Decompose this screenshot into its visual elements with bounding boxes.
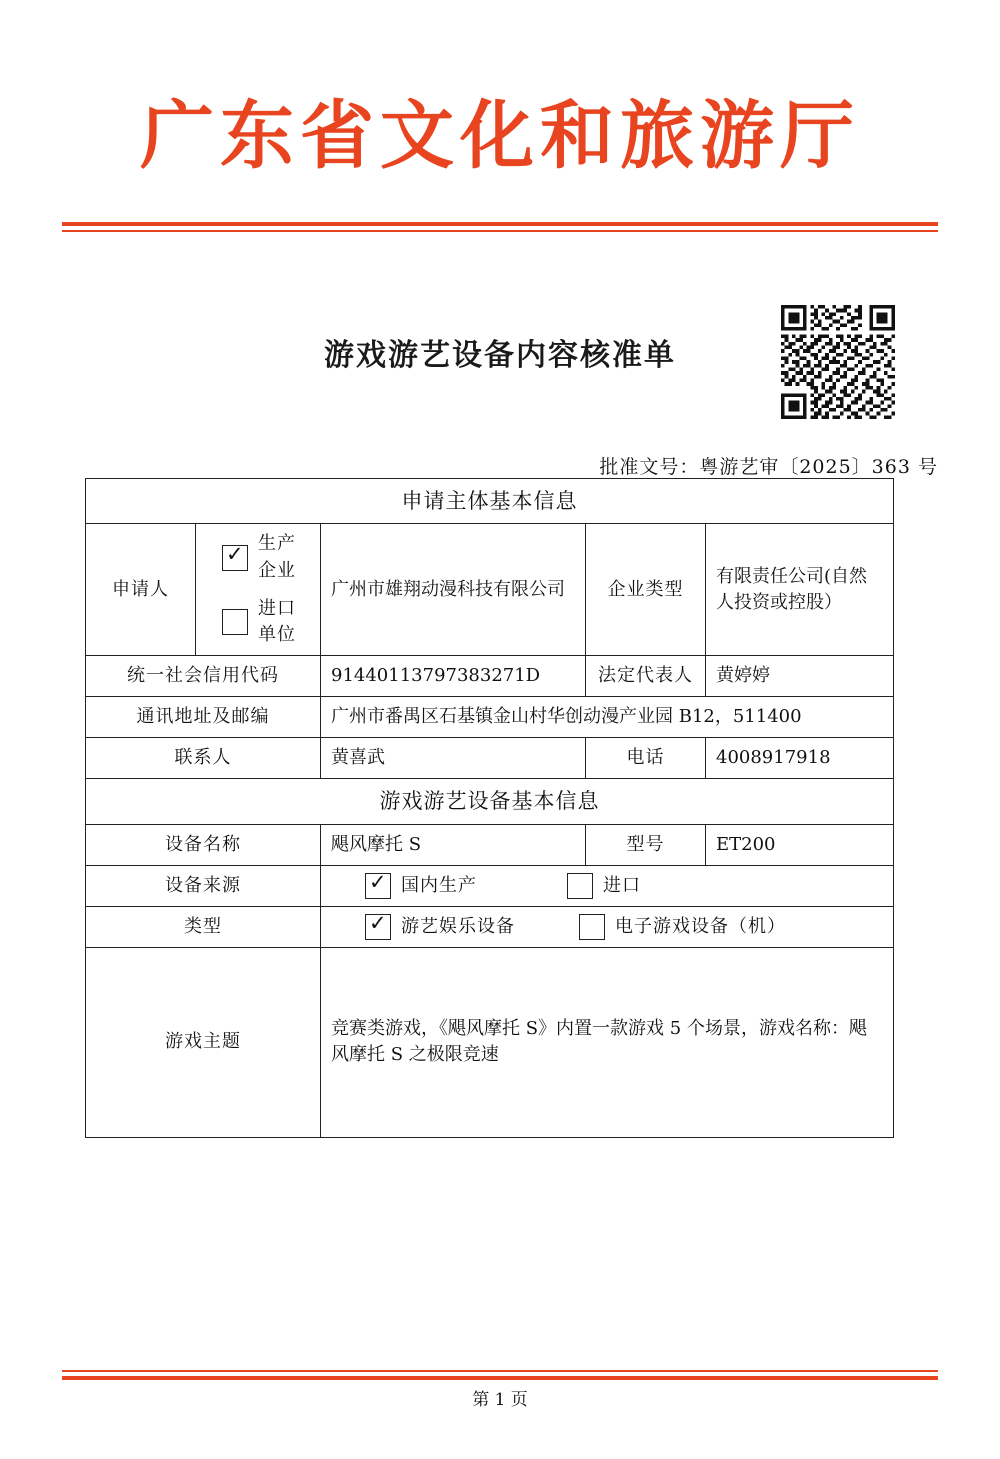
checkbox-amusement-equipment[interactable]: [365, 914, 515, 940]
table-row-game-theme: [86, 947, 894, 1137]
checkbox-video-game-machine-label: 电子游戏设备（机）: [615, 915, 786, 937]
checkbox-video-game-machine[interactable]: [579, 914, 786, 940]
device-category-options: [321, 906, 894, 947]
enterprise-type-label: 企业类型: [586, 524, 706, 655]
phone-value: 4008917918: [706, 738, 894, 779]
checkbox-video-game-machine-box[interactable]: [579, 914, 605, 940]
credit-code-label: 统一社会信用代码: [86, 655, 321, 696]
table-row-device-category: [86, 906, 894, 947]
applicant-section-title: 申请主体基本信息: [86, 479, 894, 524]
device-name-value: 飓风摩托 S: [321, 824, 586, 865]
device-category-label: 类型: [86, 906, 321, 947]
footer-divider: [62, 1370, 938, 1380]
table-row-applicant-section: [86, 479, 894, 524]
device-source-options: [321, 865, 894, 906]
applicant-label: 申请人: [86, 524, 196, 655]
qr-code-icon: [776, 305, 900, 419]
device-section-title: 游戏游艺设备基本信息: [86, 779, 894, 824]
checkbox-amusement-equipment-label: 游艺娱乐设备: [401, 915, 515, 937]
checkbox-imported-box[interactable]: [567, 873, 593, 899]
table-row-device-section: [86, 779, 894, 824]
approval-form-table: [85, 478, 894, 1138]
device-model-value: ET200: [706, 824, 894, 865]
checkbox-importer-label: 进口单位: [258, 597, 296, 645]
credit-code-value: 91440113797383271D: [321, 655, 586, 696]
address-value: 广州市番禺区石基镇金山村华创动漫产业园 B12，511400: [321, 696, 894, 737]
applicant-type-cell: [196, 524, 321, 655]
footer-divider-thick: [62, 1376, 938, 1380]
game-theme-value: 竞赛类游戏，《飓风摩托 S》内置一款游戏 5 个场景，游戏名称：飓风摩托 S 之极限竞速: [321, 947, 894, 1137]
header-divider-thin: [62, 230, 938, 232]
checkbox-manufacturer[interactable]: [222, 531, 310, 583]
checkbox-imported[interactable]: [567, 873, 641, 899]
checkbox-domestic-box[interactable]: [365, 873, 391, 899]
enterprise-type-value: 有限责任公司(自然人投资或控股）: [706, 524, 894, 655]
contact-value: 黄喜武: [321, 738, 586, 779]
table-row-device-source: [86, 865, 894, 906]
device-model-label: 型号: [586, 824, 706, 865]
checkbox-importer-box[interactable]: [222, 609, 248, 635]
device-name-label: 设备名称: [86, 824, 321, 865]
table-row-address: [86, 696, 894, 737]
page-number: 第 1 页: [472, 1390, 528, 1410]
checkbox-domestic[interactable]: [365, 873, 477, 899]
table-row-applicant: [86, 524, 894, 655]
table-row-contact: [86, 738, 894, 779]
legal-rep-label: 法定代表人: [586, 655, 706, 696]
table-row-device-name: [86, 824, 894, 865]
header-divider: [62, 222, 938, 232]
company-name-value: 广州市雄翔动漫科技有限公司: [321, 524, 586, 655]
game-theme-label: 游戏主题: [86, 947, 321, 1137]
organization-title: 广东省文化和旅游厅: [140, 93, 860, 179]
approval-number: 批准文号：粤游艺审〔2025〕363 号: [599, 456, 938, 478]
checkbox-importer[interactable]: [222, 596, 310, 648]
checkbox-imported-label: 进口: [603, 874, 641, 896]
contact-label: 联系人: [86, 738, 321, 779]
checkbox-manufacturer-label: 生产企业: [258, 533, 296, 581]
checkbox-manufacturer-box[interactable]: [222, 545, 248, 571]
checkbox-amusement-equipment-box[interactable]: [365, 914, 391, 940]
table-row-credit-code: [86, 655, 894, 696]
checkbox-domestic-label: 国内生产: [401, 874, 477, 896]
address-label: 通讯地址及邮编: [86, 696, 321, 737]
page-title: 游戏游艺设备内容核准单: [324, 338, 676, 373]
legal-rep-value: 黄婷婷: [706, 655, 894, 696]
phone-label: 电话: [586, 738, 706, 779]
device-source-label: 设备来源: [86, 865, 321, 906]
